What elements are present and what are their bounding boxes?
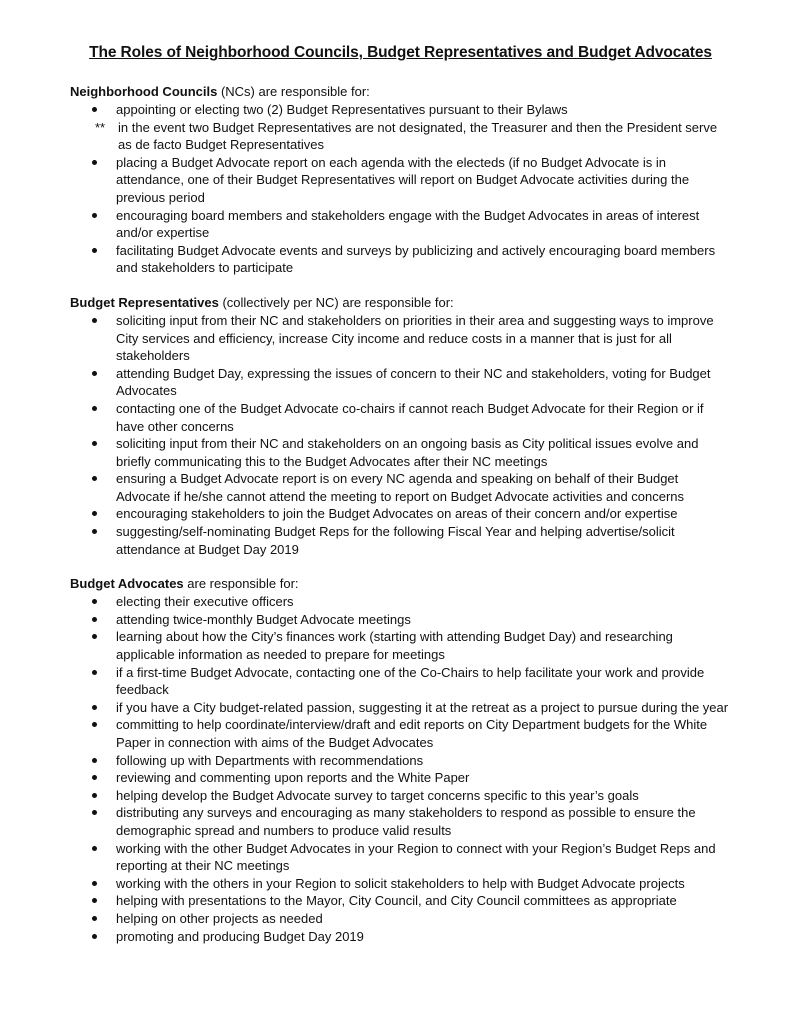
bullet-icon bbox=[92, 476, 97, 481]
list-item bbox=[116, 769, 731, 787]
bullet-icon bbox=[92, 160, 97, 165]
footnote bbox=[70, 119, 731, 154]
section-heading-suffix: (NCs) are responsible for: bbox=[217, 84, 370, 99]
bullet-icon bbox=[92, 634, 97, 639]
section-intro bbox=[70, 83, 731, 101]
bullet-icon bbox=[92, 511, 97, 516]
list-item bbox=[116, 611, 731, 629]
section-heading: Budget Advocates bbox=[70, 576, 184, 592]
footnote-text: in the event two Budget Representatives are not designated, the Treasurer and then the President serve as de facto Budget Representatives bbox=[118, 119, 718, 153]
bullet-icon bbox=[92, 898, 97, 903]
list-item-text: suggesting/self-nominating Budget Reps for the following Fiscal Year and helping advertise/solicit attendance at Budget Day 2019 bbox=[116, 524, 675, 557]
list-item bbox=[116, 312, 731, 365]
bullet-icon bbox=[92, 617, 97, 622]
list-item bbox=[116, 875, 731, 893]
list-item-text: reviewing and commenting upon reports and the White Paper bbox=[116, 770, 470, 786]
list-item bbox=[116, 435, 731, 470]
bullet-icon bbox=[92, 775, 97, 780]
list-item-text: encouraging stakeholders to join the Budget Advocates on areas of their concern and/or expertise bbox=[116, 506, 678, 522]
list-item-text: contacting one of the Budget Advocate co-chairs if cannot reach Budget Advocate for their Region or if have other concerns bbox=[116, 400, 704, 434]
bullet-icon bbox=[92, 107, 97, 112]
list-item-text: ensuring a Budget Advocate report is on every NC agenda and speaking on behalf of their Budget Advocate if he/she cannot attend the meeting to report on Budget Advocate activities and concerns bbox=[116, 471, 685, 504]
bullet-icon bbox=[92, 793, 97, 798]
list-item bbox=[116, 787, 731, 805]
list-item-text: helping with presentations to the Mayor, City Council, and City Council committees as appropriate bbox=[116, 893, 677, 909]
section-intro bbox=[70, 294, 731, 312]
document-title: The Roles of Neighborhood Councils, Budget Representatives and Budget Advocates bbox=[89, 44, 712, 61]
bullet-icon bbox=[92, 318, 97, 323]
list-item-text: appointing or electing two (2) Budget Representatives pursuant to their Bylaws bbox=[116, 102, 568, 117]
list-item bbox=[116, 101, 731, 119]
list-item bbox=[116, 470, 731, 505]
list-item-text: soliciting input from their NC and stakeholders on an ongoing basis as City political issues evolve and briefly communicating this to the Budget Advocates after their NC meetings bbox=[116, 436, 699, 469]
list-item-text: if you have a City budget-related passion, suggesting it at the retreat as a project to pursue during the year bbox=[116, 699, 729, 715]
list-item bbox=[116, 154, 731, 207]
bullet-icon bbox=[92, 529, 97, 534]
section-budget-advocates bbox=[70, 575, 731, 945]
list-item-text: helping develop the Budget Advocate survey to target concerns specific to this year’s goals bbox=[116, 787, 639, 803]
bullet-icon bbox=[92, 248, 97, 253]
bullet-icon bbox=[92, 934, 97, 939]
section-heading: Budget Representatives bbox=[70, 294, 219, 310]
bullet-icon bbox=[92, 916, 97, 921]
section-heading-suffix: (collectively per NC) are responsible for: bbox=[218, 294, 454, 310]
bullet-icon bbox=[92, 406, 97, 411]
list-item-text: promoting and producing Budget Day 2019 bbox=[116, 928, 364, 944]
bullet-list bbox=[70, 593, 731, 945]
list-item-text: helping on other projects as needed bbox=[116, 910, 323, 926]
list-item bbox=[116, 840, 731, 875]
list-item-text: working with the others in your Region to solicit stakeholders to help with Budget Advocate projects bbox=[116, 875, 685, 891]
bullet-icon bbox=[92, 599, 97, 604]
list-item-text: soliciting input from their NC and stakeholders on priorities in their area and suggesting ways to improve City services and efficiency, increase City income and reduce costs in a manner that is just for all stakeholders bbox=[116, 312, 714, 364]
list-item-text: learning about how the City’s finances work (starting with attending Budget Day) and researching applicable information as needed to prepare for meetings bbox=[116, 629, 673, 663]
list-item-text: facilitating Budget Advocate events and surveys by publicizing and actively encouraging board members and stakeholders to participate bbox=[116, 242, 716, 276]
list-item-text: attending twice-monthly Budget Advocate meetings bbox=[116, 611, 411, 627]
list-item bbox=[116, 523, 731, 558]
bullet-icon bbox=[92, 846, 97, 851]
list-item bbox=[116, 804, 731, 839]
list-item bbox=[116, 400, 731, 435]
list-item bbox=[116, 910, 731, 928]
list-item-text: placing a Budget Advocate report on each agenda with the electeds (if no Budget Advocate is in attendance, one of their Budget Representatives will report on Budget Advocate activities during the previous period bbox=[116, 154, 690, 205]
bullet-icon bbox=[92, 670, 97, 675]
list-item-text: encouraging board members and stakeholders engage with the Budget Advocates in areas of interest and/or expertise bbox=[116, 207, 700, 241]
list-item bbox=[116, 664, 731, 699]
section-intro bbox=[70, 575, 731, 593]
section-heading: Neighborhood Councils bbox=[70, 84, 218, 99]
bullet-icon bbox=[92, 722, 97, 727]
list-item bbox=[116, 505, 731, 523]
list-item bbox=[116, 752, 731, 770]
bullet-icon bbox=[92, 371, 97, 376]
list-item bbox=[116, 242, 731, 277]
list-item-text: if a first-time Budget Advocate, contacting one of the Co-Chairs to help facilitate your work and provide feedback bbox=[116, 664, 705, 698]
section-heading-suffix: are responsible for: bbox=[183, 576, 299, 592]
list-item bbox=[116, 892, 731, 910]
footnote-mark: ** bbox=[95, 119, 106, 135]
section-budget-representatives bbox=[70, 294, 731, 558]
list-item-text: electing their executive officers bbox=[116, 594, 294, 610]
bullet-list bbox=[70, 312, 731, 558]
list-item bbox=[116, 699, 731, 717]
bullet-icon bbox=[92, 810, 97, 815]
list-item bbox=[116, 365, 731, 400]
bullet-list bbox=[70, 101, 731, 119]
list-item-text: distributing any surveys and encouraging as many stakeholders to respond as possible to ensure the demographic spread and numbers to produce valid results bbox=[116, 805, 696, 838]
list-item bbox=[116, 716, 731, 751]
list-item bbox=[116, 207, 731, 242]
list-item-text: following up with Departments with recommendations bbox=[116, 752, 424, 768]
bullet-icon bbox=[92, 705, 97, 710]
list-item bbox=[116, 628, 731, 663]
bullet-icon bbox=[92, 213, 97, 218]
bullet-icon bbox=[92, 441, 97, 446]
bullet-icon bbox=[92, 758, 97, 763]
section-neighborhood-councils bbox=[70, 83, 731, 277]
list-item-text: attending Budget Day, expressing the issues of concern to their NC and stakeholders, voting for Budget Advocates bbox=[116, 365, 711, 399]
list-item bbox=[116, 593, 731, 611]
bullet-list bbox=[70, 154, 731, 277]
list-item-text: working with the other Budget Advocates in your Region to connect with your Region’s Budget Reps and reporting at their NC meetings bbox=[116, 840, 716, 874]
bullet-icon bbox=[92, 881, 97, 886]
list-item-text: committing to help coordinate/interview/draft and edit reports on City Department budgets for the White Paper in connection with aims of the Budget Advocates bbox=[116, 717, 708, 750]
list-item bbox=[116, 928, 731, 946]
